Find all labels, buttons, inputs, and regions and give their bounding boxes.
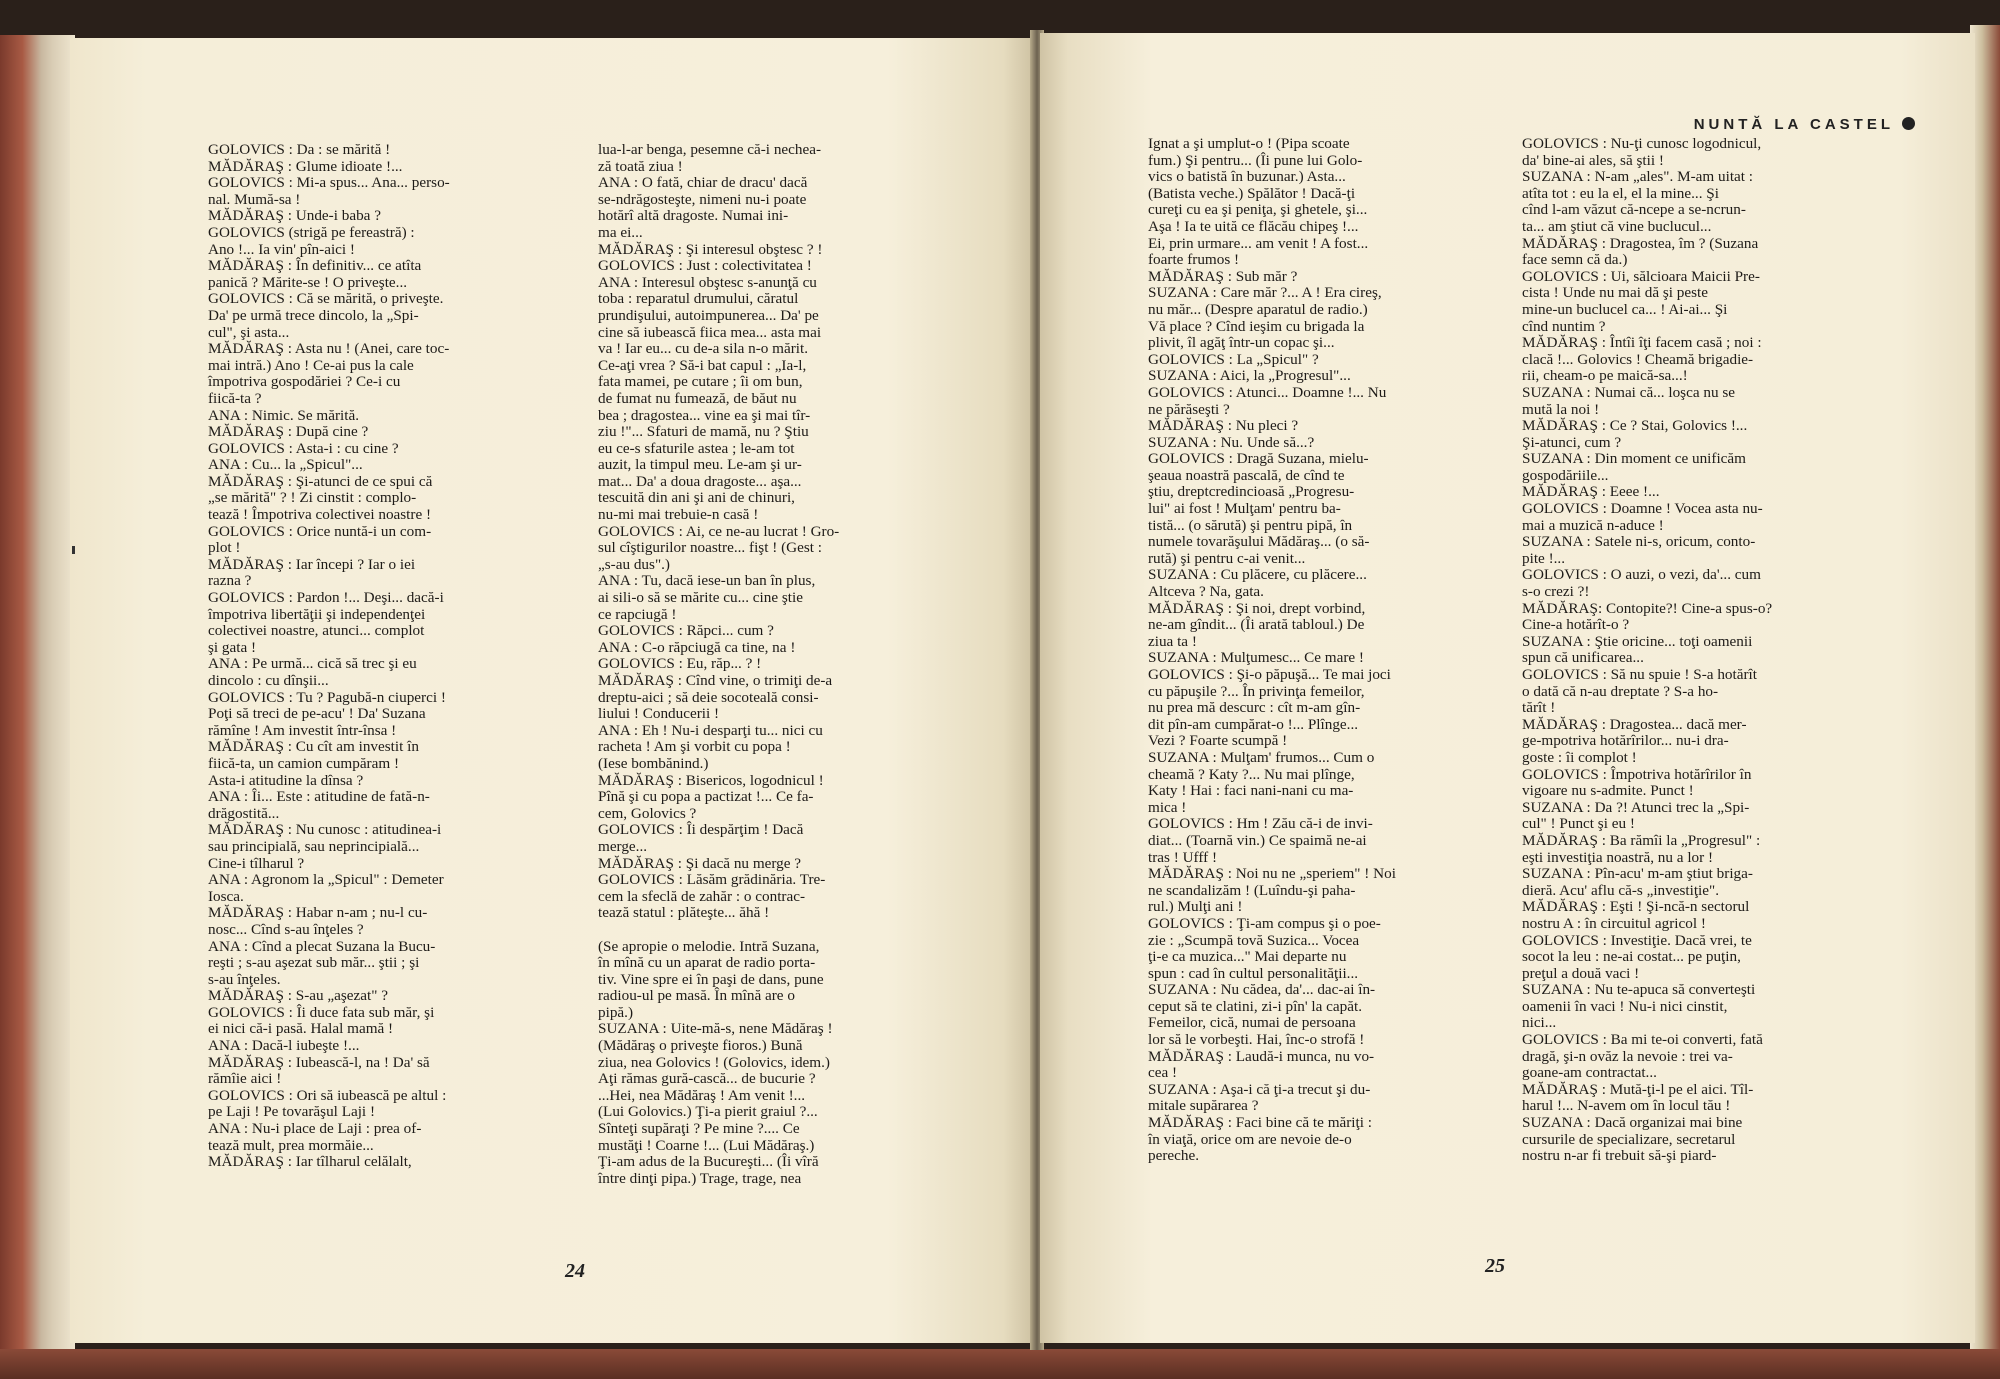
- text-line: ANA : Pe urmă... cică să trec şi eu: [208, 655, 417, 673]
- text-line: MĂDĂRAŞ : Şi dacă nu merge ?: [598, 854, 802, 872]
- text-line: SUZANA : Cu plăcere, cu plăcere...: [1148, 566, 1367, 584]
- text-line: MĂDĂRAŞ : Asta nu ! (Anei, care toc-: [208, 340, 450, 358]
- text-line: Aţi rămas gură-cască... de bucurie ?: [598, 1070, 816, 1088]
- text-line: nal. Mumă-sa !: [208, 190, 301, 208]
- text-line: numele tovarăşului Mădăraş... (o să-: [1148, 533, 1370, 551]
- text-line: SUZANA : Mulţumesc... Ce mare !: [1148, 649, 1364, 667]
- text-line: harul !... N-avem om în locul tău !: [1522, 1097, 1731, 1115]
- text-line: SUZANA : N-am „ales". M-am uitat :: [1522, 168, 1754, 186]
- text-line: GOLOVICS : Ţi-am compus şi o poe-: [1148, 914, 1381, 932]
- text-line: MĂDĂRAŞ : Nu cunosc : atitudinea-i: [208, 821, 442, 839]
- text-line: GOLOVICS : Orice nuntă-i un com-: [208, 522, 432, 540]
- text-line: GOLOVICS : Da : se mărită !: [208, 141, 391, 158]
- text-line: MĂDĂRAŞ : Şi noi, drept vorbind,: [1148, 599, 1366, 617]
- text-line: cem, Golovics ?: [598, 804, 697, 822]
- text-line: GOLOVICS : Răpci... cum ?: [598, 622, 774, 640]
- text-line: MĂDĂRAŞ : Şi-atunci de ce spui că: [208, 472, 433, 490]
- text-line: lua-l-ar benga, pesemne că-i necheа-: [598, 141, 822, 158]
- text-line: clacă !... Golovics ! Cheamă brigadie-: [1522, 350, 1754, 368]
- text-line: ză toată ziua !: [598, 157, 683, 175]
- text-line: MĂDĂRAŞ: Contopite?! Cine-a spus-o?: [1522, 599, 1773, 617]
- text-line: pe Laji ! Pe tovarăşul Laji !: [208, 1103, 376, 1121]
- text-line: Ce-aţi vrea ? Să-i bat capul : „Ia-l,: [598, 356, 807, 374]
- text-line: Poţi să treci de pe-acu' ! Da' Suzana: [208, 705, 426, 723]
- text-line: se-ndrăgosteşte, nimeni nu-i poate: [598, 190, 807, 208]
- text-line: panică ? Mărite-se ! O priveşte...: [208, 273, 408, 291]
- text-line: ANA : Nu-i place de Laji : prea of-: [208, 1120, 422, 1138]
- text-line: cine să iubească fiica mea... asta mai: [598, 323, 822, 341]
- text-line: şeaua noastră pascală, de cînd te: [1148, 466, 1345, 484]
- text-line: MĂDĂRAŞ : Faci bine că te măriţi :: [1148, 1114, 1372, 1132]
- bullet-icon: [1902, 117, 1915, 130]
- text-line: nici...: [1522, 1014, 1557, 1032]
- text-line: rămîne ! Am investit într-însa !: [208, 721, 397, 739]
- text-line: MĂDĂRAŞ : Cînd vine, o trimiţi de-a: [598, 672, 833, 689]
- text-line: atîta tot : eu la el, el la mine... Şi: [1522, 184, 1719, 202]
- text-line: GOLOVICS : Să nu spuie ! S-a hotărît: [1522, 666, 1757, 683]
- text-line: „se mărită" ? ! Zi cinstit : complo-: [208, 489, 417, 507]
- text-line: dincolo : cu dînşii...: [208, 672, 329, 689]
- text-line: MĂDĂRAŞ : Habar n-am ; nu-l cu-: [208, 904, 428, 922]
- text-line: GOLOVICS : Atunci... Doamne !... Nu: [1148, 383, 1387, 401]
- text-line: ANA : Nimic. Se mărită.: [208, 406, 360, 424]
- text-line: [598, 922, 1008, 939]
- right-page-column-1: [1148, 136, 1528, 1165]
- text-line: Femeilor, cică, numai de persoana: [1148, 1014, 1356, 1032]
- text-line: mai intră.) Ano ! Ce-ai pus la cale: [208, 356, 414, 374]
- text-line: împotriva gospodăriei ? Ce-i cu: [208, 373, 401, 391]
- text-line: nu-mi mai trebuie-n casă !: [598, 506, 759, 524]
- book-cover-bottom-edge: [0, 1349, 2000, 1379]
- text-line: ANA : Dacă-l iubeşte !...: [208, 1037, 360, 1055]
- text-line: GOLOVICS : Mi-a spus... Ana... perso-: [208, 174, 450, 192]
- text-line: MĂDĂRAŞ : Glume idioate !...: [208, 157, 403, 175]
- running-title: NUNTĂ LA CASTEL: [1693, 116, 1894, 133]
- text-line: Asta-i atitudine la dînsa ?: [208, 771, 364, 789]
- text-line: razna ?: [208, 572, 252, 590]
- text-line: cînd nuntim ?: [1522, 317, 1606, 335]
- text-line: dragă, şi-n ovăz la nevoie : trei va-: [1522, 1047, 1733, 1065]
- text-line: SUZANA : Care măr ?... A ! Era cireş,: [1148, 284, 1382, 302]
- text-line: MĂDĂRAŞ : Dragostea... dacă mer-: [1522, 715, 1747, 733]
- text-line: Cine-a hotărît-o ?: [1522, 616, 1630, 634]
- text-line: sau principială, sau neprincipială...: [208, 837, 420, 855]
- text-line: mută la noi !: [1522, 400, 1600, 418]
- text-line: ei nici că-i pasă. Halal mamă !: [208, 1020, 394, 1038]
- text-line: Pînă şi cu popa a pactizat !... Ce fa-: [598, 788, 814, 806]
- text-line: MĂDĂRAŞ : Eşti ! Şi-ncă-n sectorul: [1522, 898, 1750, 916]
- text-line: GOLOVICS : Nu-ţi cunosc logodnicul,: [1522, 135, 1762, 152]
- text-line: lor să le vorbeşti. Hai, înc-o strofă !: [1148, 1031, 1365, 1049]
- text-line: goane-am contractat...: [1522, 1064, 1657, 1082]
- text-line: MĂDĂRAŞ : Nu pleci ?: [1148, 417, 1299, 435]
- margin-mark: [72, 546, 75, 554]
- text-line: GOLOVICS : Hm ! Zău că-i de invi-: [1148, 815, 1373, 833]
- text-line: diat... (Toarnă vin.) Ce spaimă ne-ai: [1148, 831, 1367, 849]
- text-line: GOLOVICS : Ai, ce ne-au lucrat ! Gro-: [598, 522, 840, 540]
- text-line: eu ce-s sfaturile astea ; le-am tot: [598, 439, 795, 457]
- text-line: GOLOVICS : Împotriva hotărîrilor în: [1522, 765, 1752, 783]
- text-line: ne-am gîndit... (Îi arată tabloul.) De: [1148, 616, 1365, 634]
- text-line: MĂDĂRAŞ : Eeee !...: [1522, 483, 1660, 501]
- text-line: ...Hei, nea Mădăraş ! Am venit !...: [598, 1086, 806, 1104]
- text-line: GOLOVICS : Tu ? Pagubă-n ciuperci !: [208, 688, 446, 706]
- text-line: SUZANA : Uite-mă-s, nene Mădăraş !: [598, 1020, 833, 1038]
- text-line: dieră. Acu' aflu că-s „investiţie".: [1522, 881, 1720, 899]
- text-line: GOLOVICS : Dragă Suzana, mielu-: [1148, 450, 1369, 468]
- text-line: în mînă cu un aparat de radio porta-: [598, 954, 816, 972]
- text-line: SUZANA : Ştie oricine... toţi oamenii: [1522, 632, 1753, 650]
- text-line: nostru n-ar fi trebuit să-şi piard-: [1522, 1147, 1717, 1165]
- text-line: Cine-i tîlharul ?: [208, 854, 305, 872]
- text-line: MĂDĂRAŞ : Cu cît am investit în: [208, 738, 419, 756]
- text-line: GOLOVICS : La „Spicul" ?: [1148, 350, 1319, 368]
- text-line: fiică-ta, un camion cumpăram !: [208, 754, 400, 772]
- text-line: SUZANA : Din moment ce unificăm: [1522, 450, 1746, 468]
- text-line: fum.) Şi pentru... (Îi pune lui Golo-: [1148, 151, 1363, 169]
- text-line: spun : cad în cultul personalităţii...: [1148, 964, 1359, 982]
- text-line: ANA : Îi... Este : atitudine de fată-n-: [208, 788, 430, 806]
- text-line: Ano !... Ia vin' pîn-aici !: [208, 240, 355, 258]
- text-line: cul" ! Punct şi eu !: [1522, 815, 1635, 833]
- text-line: tiv. Vine spre ei în paşi de dans, pune: [598, 970, 824, 988]
- text-line: SUZANA : Dacă organizai mai bine: [1522, 1114, 1743, 1132]
- text-line: foarte frumos !: [1148, 251, 1240, 269]
- text-line: GOLOVICS : Investiţie. Dacă vrei, te: [1522, 931, 1752, 949]
- text-line: Ignat a şi umplut-o ! (Pipa scoate: [1148, 135, 1350, 152]
- text-line: liului ! Conducerii !: [598, 705, 720, 723]
- text-line: mat... Da' a doua dragoste... aşa...: [598, 472, 802, 490]
- text-line: MĂDĂRAŞ : Bisericos, logodnicul !: [598, 771, 824, 789]
- text-line: merge...: [598, 837, 648, 855]
- text-line: prundişului, autoimpunerea... Da' pe: [598, 306, 819, 324]
- text-line: mitale supărarea ?: [1148, 1097, 1259, 1115]
- text-line: auzit, la timpul meu. Le-am şi ur-: [598, 456, 802, 474]
- text-line: ta... am ştiut că vine buclucul...: [1522, 217, 1712, 235]
- text-line: GOLOVICS : Îi duce fata sub măr, şi: [208, 1003, 435, 1021]
- text-line: MĂDĂRAŞ : Ce ? Stai, Golovics !...: [1522, 417, 1748, 435]
- text-line: ne scandalizăm ! (Luîndu-şi paha-: [1148, 881, 1356, 899]
- text-line: nu măr... (Despre aparatul de radio.): [1148, 300, 1368, 318]
- text-line: între dinţi pipa.) Trage, trage, nea: [598, 1169, 802, 1187]
- text-line: tras ! Ufff !: [1148, 848, 1218, 866]
- text-line: cul", şi asta...: [208, 323, 290, 341]
- text-line: gospodăriile...: [1522, 466, 1609, 484]
- text-line: goste : îi complot !: [1522, 748, 1637, 766]
- text-line: SUZANA : Aşa-i că ţi-a trecut şi du-: [1148, 1080, 1371, 1098]
- text-line: MĂDĂRAŞ : Întîi îţi facem casă ; noi :: [1522, 334, 1762, 352]
- text-line: ziua, nea Golovics ! (Golovics, idem.): [598, 1053, 830, 1071]
- text-line: în viaţă, orice om are nevoie de-o: [1148, 1130, 1352, 1148]
- text-line: MĂDĂRAŞ : În definitiv... ce atîta: [208, 257, 422, 275]
- text-line: cista ! Unde nu mai dă şi peste: [1522, 284, 1708, 302]
- text-line: GOLOVICS : Doamne ! Vocea asta nu-: [1522, 500, 1763, 518]
- left-page: [70, 38, 1032, 1343]
- text-line: ma ei...: [598, 223, 643, 241]
- text-line: ţi-e ca muzica..." Mai departe nu: [1148, 948, 1347, 966]
- text-line: GOLOVICS : Şi-o păpuşă... Te mai joci: [1148, 666, 1391, 683]
- text-line: SUZANA : Nu. Unde să...?: [1148, 433, 1315, 451]
- text-line: tescuită din ani şi ani de chinuri,: [598, 489, 795, 507]
- text-line: mica !: [1148, 798, 1187, 816]
- text-line: cheamă ? Katy ?... Nu mai plînge,: [1148, 765, 1355, 783]
- text-line: vics o batistă în buzunar.) Asta...: [1148, 168, 1346, 186]
- text-line: mustăţi ! Coarne !... (Lui Mădăraş.): [598, 1136, 815, 1154]
- text-line: Aşa ! Ia te uită ce flăcău chipeş !...: [1148, 217, 1359, 235]
- text-line: (Iese bombănind.): [598, 754, 709, 772]
- text-line: o dată că n-au dreptate ? S-a ho-: [1522, 682, 1719, 700]
- text-line: plivit, îl agăţ într-un copac şi...: [1148, 334, 1335, 352]
- text-line: radiou-ul pe masă. În mînă are o: [598, 987, 795, 1005]
- text-line: nostru A : în circuitul agricol !: [1522, 914, 1706, 932]
- text-line: Ţi-am adus de la Bucureşti... (Îi vîră: [598, 1153, 819, 1171]
- text-line: fiică-ta ?: [208, 389, 262, 407]
- left-page-column-2: [598, 142, 1008, 1187]
- text-line: MĂDĂRAŞ : Sub măr ?: [1148, 267, 1298, 285]
- text-line: rul.) Mulţi ani !: [1148, 898, 1243, 916]
- text-line: Ei, prin urmare... am venit ! A fost...: [1148, 234, 1369, 252]
- text-line: GOLOVICS : Lăsăm grădinăria. Tre-: [598, 871, 826, 889]
- text-line: cînd l-am văzut că-ncepe a se-ncrun-: [1522, 201, 1746, 219]
- text-line: ANA : Agronom la „Spicul" : Demeter: [208, 871, 444, 889]
- text-line: zie : „Scumpă tovă Suzica... Vocea: [1148, 931, 1360, 949]
- text-line: SUZANA : Aici, la „Progresul"...: [1148, 367, 1351, 385]
- text-line: cureţi cu ea şi peniţa, şi ghetele, şi...: [1148, 201, 1368, 219]
- text-line: GOLOVICS : Pardon !... Deşi... dacă-i: [208, 589, 444, 607]
- text-line: MĂDĂRAŞ : S-au „aşezat" ?: [208, 987, 388, 1005]
- text-line: rămîie aici !: [208, 1070, 282, 1088]
- book-cover-left-edge: [0, 35, 75, 1355]
- text-line: ştiu, dreptcredincioasă „Progresu-: [1148, 483, 1355, 501]
- text-line: s-o crezi ?!: [1522, 583, 1590, 601]
- text-line: GOLOVICS : Asta-i : cu cine ?: [208, 439, 399, 457]
- text-line: ge-mpotriva hotărîrilor... nu-i dra-: [1522, 732, 1729, 750]
- text-line: împotriva libertăţii şi independenţei: [208, 605, 426, 623]
- text-line: ce rapciugă !: [598, 605, 677, 623]
- text-line: plot !: [208, 539, 241, 557]
- text-line: MĂDĂRAŞ : Unde-i baba ?: [208, 207, 381, 225]
- text-line: ANA : C-o răpciugă ca tine, na !: [598, 638, 796, 656]
- text-line: şi gata !: [208, 638, 257, 656]
- text-line: (Mădăraş o priveşte fioros.) Bună: [598, 1037, 803, 1055]
- text-line: SUZANA : Numai că... loşca nu se: [1522, 383, 1736, 401]
- text-line: socot la leu : ne-ai costat... pe puţin,: [1522, 948, 1741, 966]
- text-line: MĂDĂRAŞ : După cine ?: [208, 423, 369, 441]
- text-line: sul cîştigurilor noastre... fişt ! (Gest :: [598, 539, 822, 557]
- text-line: da' bine-ai ales, să ştii !: [1522, 151, 1664, 169]
- right-page-column-2: [1522, 136, 1912, 1165]
- text-line: mai a muzică n-aduce !: [1522, 516, 1664, 534]
- text-line: tează mult, prea mormăie...: [208, 1136, 374, 1154]
- text-line: GOLOVICS : Ori să iubească pe altul :: [208, 1086, 447, 1104]
- text-line: lui" ai fost ! Mulţam' pentru ba-: [1148, 500, 1341, 518]
- text-line: MĂDĂRAŞ : Mută-ţi-l pe el aici. Tîl-: [1522, 1080, 1754, 1098]
- text-line: SUZANA : Pîn-acu' m-am ştiut briga-: [1522, 865, 1753, 883]
- text-line: MĂDĂRAŞ : Iubească-l, na ! Da' să: [208, 1053, 430, 1071]
- text-line: vigoare nu s-admite. Punct !: [1522, 782, 1694, 800]
- text-line: nosc... Cînd s-au înţeles ?: [208, 920, 364, 938]
- text-line: ceput să te clatini, zi-i pîn' la capăt.: [1148, 997, 1363, 1015]
- text-line: SUZANA : Nu cădea, da'... dac-ai în-: [1148, 981, 1376, 999]
- text-line: tărît !: [1522, 699, 1556, 717]
- text-line: oamenii în vaci ! Nu-i nici cinstit,: [1522, 997, 1728, 1015]
- text-line: fata mamei, pe cutare ; îi om bun,: [598, 373, 803, 391]
- text-line: (Batista veche.) Spălător ! Dacă-ţi: [1148, 184, 1356, 202]
- text-line: hotărî altă dragoste. Numai ini-: [598, 207, 789, 225]
- text-line: GOLOVICS (strigă pe fereastră) :: [208, 223, 415, 241]
- text-line: face semn că da.): [1522, 251, 1628, 269]
- text-line: ANA : Interesul obştesc s-anunţă cu: [598, 273, 817, 291]
- text-line: Iosca.: [208, 887, 244, 905]
- text-line: ai sili-o să se mărite cu... cine ştie: [598, 589, 803, 607]
- text-line: MĂDĂRAŞ : Noi nu ne „speriem" ! Noi: [1148, 865, 1396, 883]
- right-page: [1040, 33, 1975, 1343]
- text-line: preţul a două vaci !: [1522, 964, 1640, 982]
- text-line: cem la sfeclă de zahăr : o contrac-: [598, 887, 806, 905]
- text-line: Da' pe urmă trece dincolo, la „Spi-: [208, 306, 419, 324]
- text-line: GOLOVICS : Îi despărţim ! Dacă: [598, 821, 804, 839]
- text-line: „s-au dus".): [598, 555, 670, 573]
- text-line: va ! Iar eu... cu de-a sila n-o mărit.: [598, 340, 808, 358]
- text-line: dreptu-aici ; să deie socoteală consi-: [598, 688, 819, 706]
- page-number-right: 25: [1485, 1255, 1505, 1277]
- text-line: drăgostită...: [208, 804, 280, 822]
- text-line: MĂDĂRAŞ : Dragostea, îm ? (Suzana: [1522, 234, 1759, 252]
- text-line: rută) şi pentru c-ai venit...: [1148, 549, 1306, 567]
- text-line: ANA : Cînd a plecat Suzana la Bucu-: [208, 937, 436, 955]
- text-line: GOLOVICS : O auzi, o vezi, da'... cum: [1522, 566, 1761, 584]
- text-line: Vă place ? Cînd ieşim cu brigada la: [1148, 317, 1365, 335]
- text-line: pite !...: [1522, 549, 1566, 567]
- text-line: ziu !"... Sfaturi de mamă, nu ? Ştiu: [598, 423, 809, 441]
- text-line: Katy ! Hai : faci nani-nani cu ma-: [1148, 782, 1354, 800]
- text-line: bea ; dragostea... vine ea şi mai tîr-: [598, 406, 811, 424]
- text-line: racheta ! Am şi vorbit cu popa !: [598, 738, 791, 756]
- text-line: ne părăseşti ?: [1148, 400, 1230, 418]
- text-line: dit pîn-am cumpărat-o !... Plînge...: [1148, 715, 1359, 733]
- text-line: Sînteţi supăraţi ? Pe mine ?.... Ce: [598, 1120, 800, 1138]
- text-line: reşti ; s-au aşezat sub măr... ştii ; şi: [208, 954, 420, 972]
- text-line: MĂDĂRAŞ : Iar tîlharul celălalt,: [208, 1153, 412, 1171]
- text-line: cu păpuşile ?... În privinţa femeilor,: [1148, 682, 1365, 700]
- text-line: colectivei noastre, atunci... complot: [208, 622, 425, 640]
- text-line: MĂDĂRAŞ : Laudă-i munca, nu vo-: [1148, 1047, 1375, 1065]
- text-line: GOLOVICS : Eu, răp... ? !: [598, 655, 762, 673]
- text-line: ANA : Tu, dacă iese-un ban în plus,: [598, 572, 816, 590]
- text-line: SUZANA : Satele ni-s, oricum, conto-: [1522, 533, 1756, 551]
- text-line: tează statul : plăteşte... ăhă !: [598, 904, 770, 922]
- text-line: spun că unificarea...: [1522, 649, 1644, 667]
- text-line: SUZANA : Nu te-apuca să converteşti: [1522, 981, 1756, 999]
- text-line: Şi-atunci, cum ?: [1522, 433, 1622, 451]
- text-line: de fumat nu fumează, de băut nu: [598, 389, 797, 407]
- text-line: SUZANA : Mulţam' frumos... Cum o: [1148, 748, 1375, 766]
- text-line: tistă... (o sărută) şi pentru pipă, în: [1148, 516, 1353, 534]
- text-line: ANA : O fată, chiar de dracu' dacă: [598, 174, 808, 192]
- text-line: GOLOVICS : Că se mărită, o priveşte.: [208, 290, 444, 308]
- text-line: (Se apropie o melodie. Intră Suzana,: [598, 937, 820, 955]
- text-line: pipă.): [598, 1003, 634, 1021]
- text-line: GOLOVICS : Ba mi te-oi converti, fată: [1522, 1031, 1763, 1049]
- text-line: cea !: [1148, 1064, 1178, 1082]
- text-line: nu prea mă descurc : cît m-am gîn-: [1148, 699, 1361, 717]
- left-page-column-1: [208, 142, 613, 1171]
- page-number-left: 24: [565, 1260, 585, 1282]
- text-line: Vezi ? Foarte scumpă !: [1148, 732, 1288, 750]
- text-line: GOLOVICS : Ui, sălcioara Maicii Pre-: [1522, 267, 1760, 285]
- text-line: mine-un buclucel ca... ! Ai-ai... Şi: [1522, 300, 1728, 318]
- text-line: MĂDĂRAŞ : Ba rămîi la „Progresul" :: [1522, 831, 1761, 849]
- text-line: SUZANA : Da ?! Atunci trec la „Spi-: [1522, 798, 1750, 816]
- text-line: pereche.: [1148, 1147, 1200, 1165]
- text-line: tează ! Împotriva colectivei noastre !: [208, 506, 432, 524]
- text-line: ANA : Cu... la „Spicul"...: [208, 456, 363, 474]
- text-line: Altceva ? Na, gata.: [1148, 583, 1264, 601]
- text-line: ANA : Eh ! Nu-i desparţi tu... nici cu: [598, 721, 823, 739]
- text-line: ziua ta !: [1148, 632, 1197, 650]
- text-line: s-au înţeles.: [208, 970, 281, 988]
- running-header: [1694, 116, 1915, 133]
- text-line: GOLOVICS : Just : colectivitatea !: [598, 257, 812, 275]
- text-line: eşti investiţia noastră, nu a lor !: [1522, 848, 1714, 866]
- text-line: toba : reparatul drumului, căratul: [598, 290, 799, 308]
- text-line: MĂDĂRAŞ : Şi interesul obştesc ? !: [598, 240, 823, 258]
- text-line: cursurile de specializare, secretarul: [1522, 1130, 1736, 1148]
- text-line: MĂDĂRAŞ : Iar începi ? Iar o iei: [208, 555, 416, 573]
- text-line: (Lui Golovics.) Ţi-a pierit graiul ?...: [598, 1103, 818, 1121]
- text-line: rii, cheam-o pe maică-sa...!: [1522, 367, 1688, 385]
